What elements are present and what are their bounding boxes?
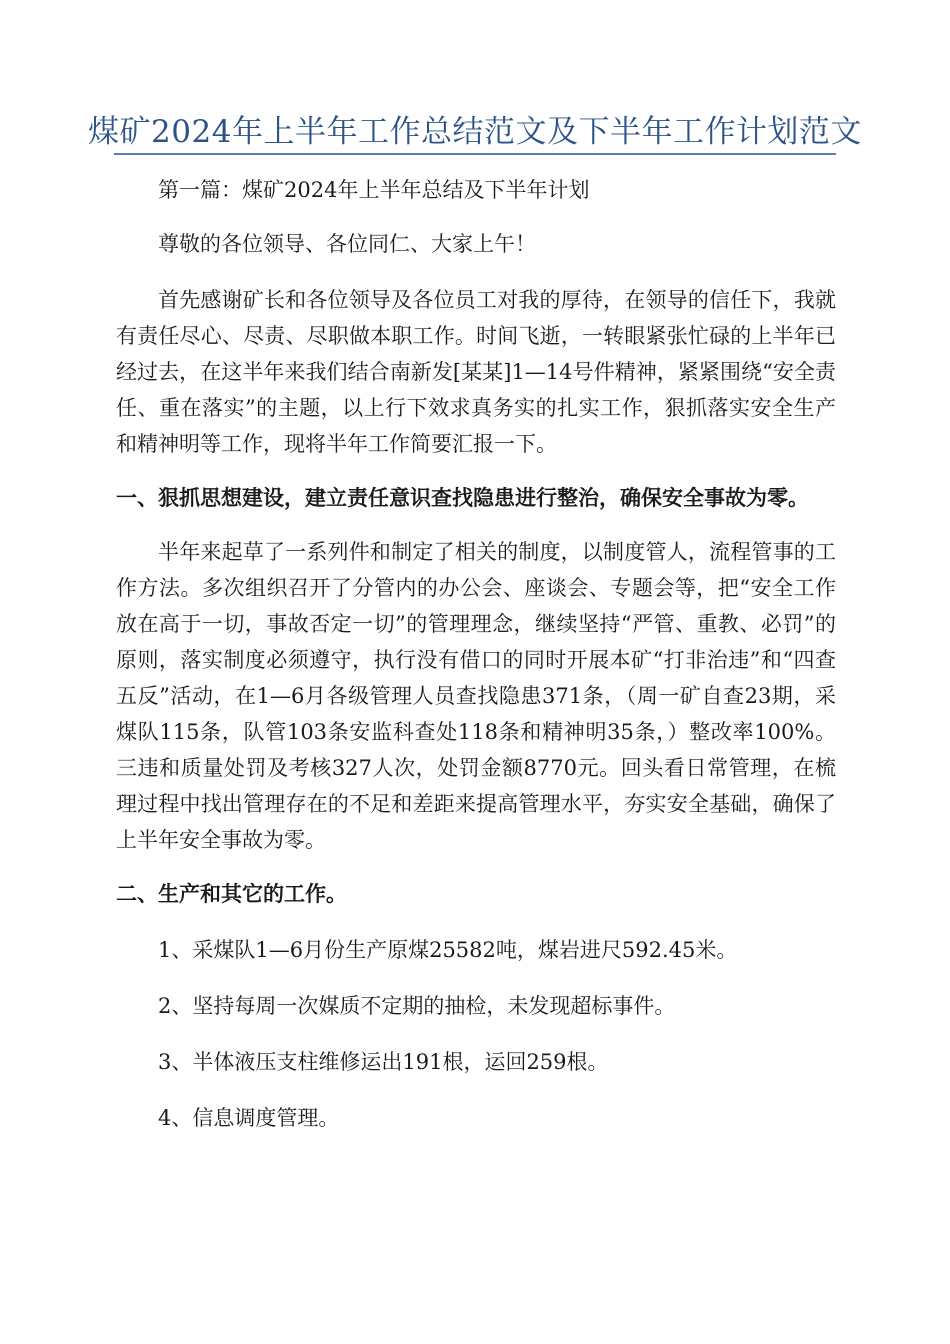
subtitle: 第一篇：煤矿2024年上半年总结及下半年计划 — [158, 178, 590, 202]
intro-paragraph: 首先感谢矿长和各位领导及各位员工对我的厚待，在领导的信任下，我就有责任尽心、尽责、尽职做本职工作。时间飞逝，一转眼紧张忙碌的上半年已经过去，在这半年来我们结合南新发[某某]1—14号件精神，紧紧围绕“安全责任、重在落实”的主题，以上行下效求真务实的扎实工作，狠抓落实安全生产和精神明等工作，现将半年工作简要汇报一下。 — [116, 288, 836, 456]
list-item: 4、信息调度管理。 — [158, 1106, 340, 1130]
section1-heading: 一、狠抓思想建设，建立责任意识查找隐患进行整治，确保安全事故为零。 — [116, 486, 809, 510]
title-underline — [114, 153, 836, 155]
greeting: 尊敬的各位领导、各位同仁、大家上午！ — [158, 232, 536, 256]
document-body — [116, 172, 836, 1136]
list-item: 2、坚持每周一次媒质不定期的抽检，未发现超标事件。 — [158, 994, 676, 1018]
document-title: 煤矿2024年上半年工作总结范文及下半年工作计划范文 — [88, 114, 862, 150]
section1-paragraph: 半年来起草了一系列件和制定了相关的制度，以制度管人，流程管事的工作方法。多次组织召开了分管内的办公会、座谈会、专题会等，把“安全工作放在高于一切，事故否定一切”的管理理念，继续坚持“严管、重教、必罚”的原则，落实制度必须遵守，执行没有借口的同时开展本矿“打非治违”和“四查五反”活动，在1—6月各级管理人员查找隐患371条，（周一矿自查23期，采煤队115条，队管103条安监科查处118条和精神明35条，）整改率100%。三违和质量处罚及考核327人次，处罚金额8770元。回头看日常管理，在梳理过程中找出管理存在的不足和差距来提高管理水平，夯实安全基础，确保了上半年安全事故为零。 — [116, 540, 836, 852]
list-item: 1、采煤队1—6月份生产原煤25582吨，煤岩进尺592.45米。 — [158, 938, 738, 962]
list-item: 3、半体液压支柱维修运出191根，运回259根。 — [158, 1050, 609, 1074]
section2-heading: 二、生产和其它的工作。 — [116, 882, 347, 906]
